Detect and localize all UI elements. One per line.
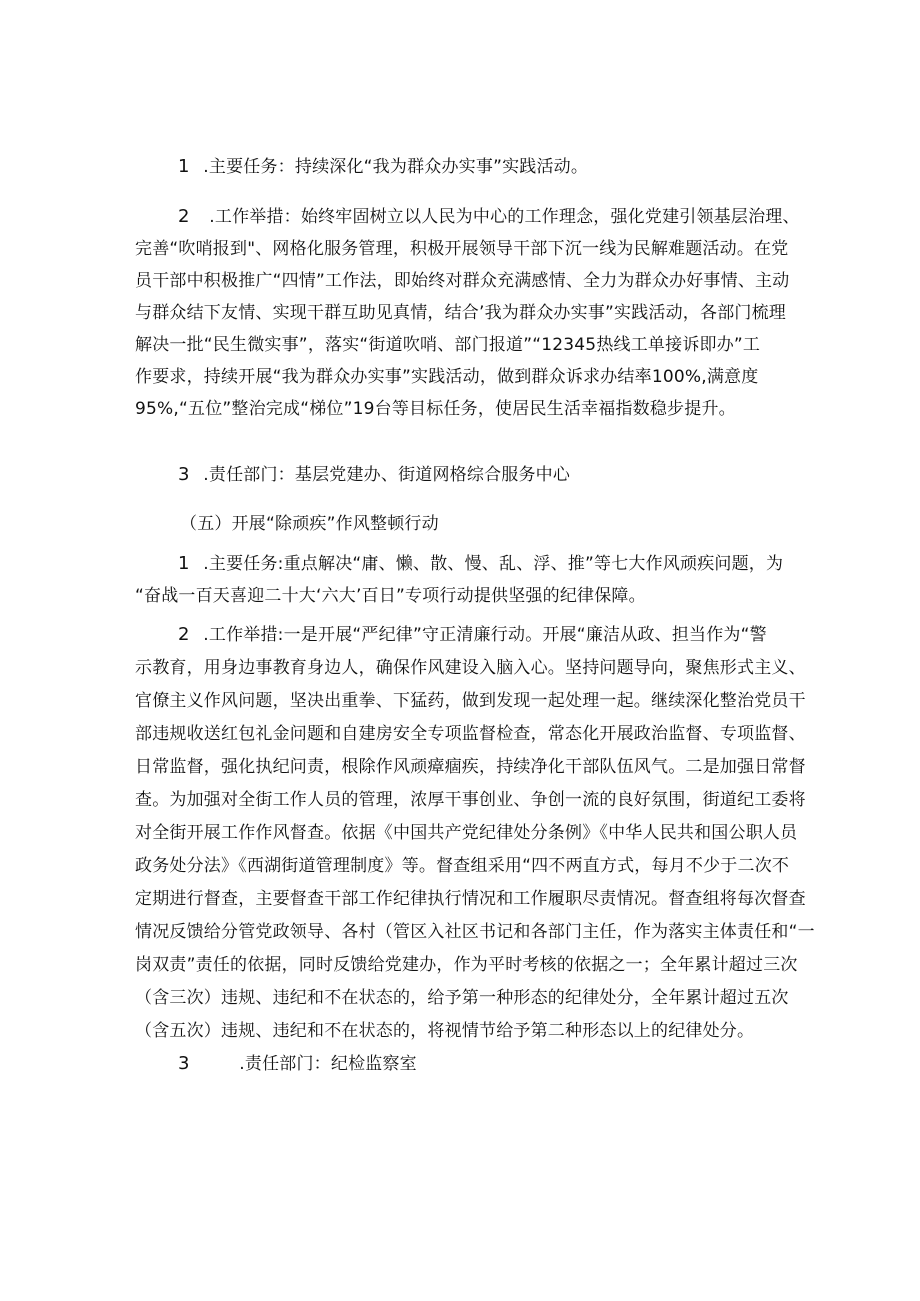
s2-measures-line-5: 查。为加强对全街工作人员的管理，浓厚干事创业、争创一流的良好氛围，街道纪工委将	[135, 790, 806, 810]
s2-measures-number: 2	[178, 624, 190, 645]
s1-measures-number: 2	[178, 206, 190, 227]
s2-measures-line-7: 政务处分法》《西湖街道管理制度》等。督查组采用“四不两直方式，每月不少于二次不	[135, 856, 790, 876]
s1-measures-line-5: 作要求，持续开展“我为群众办实事”实践活动，做到群众诉求办结率100%,满意度	[135, 367, 759, 387]
s1-dept-number: 3	[178, 464, 190, 485]
s1-measures-line-2: 员干部中积极推广“四情”工作法，即始终对群众充满感情、全力为群众办好事情、主动	[135, 271, 790, 291]
s2-dept-number: 3	[178, 1053, 190, 1074]
s1-task-text: .主要任务：持续深化“我为群众办实事”实践活动。	[203, 157, 589, 177]
s1-dept-text: .责任部门：基层党建办、街道网格综合服务中心	[203, 465, 571, 485]
s1-task-number: 1	[178, 156, 190, 177]
s2-dept-text: .责任部门：纪检监察室	[239, 1054, 417, 1074]
s1-measures-line-1: 完善“吹哨报到"、网格化服务管理，积极开展领导干部下沉一线为民解难题活动。在党	[135, 239, 789, 259]
s2-heading: （五）开展“除顽疾”作风整顿行动	[180, 514, 439, 534]
s2-task-line-0	[178, 552, 783, 576]
s2-measures-line-1: 示教育，用身边事教育身边人，确保作风建设入脑入心。坚持问题导向，聚焦形式主义、	[135, 658, 806, 678]
s2-measures-line-10: 岗双责”责任的依据，同时反馈给党建办，作为平时考核的依据之一；全年累计超过三次	[135, 955, 798, 975]
s2-measures-line-4: 日常监督，强化执纪问责，根除作风顽瘴痼疾，持续净化干部队伍风气。二是加强日常督	[135, 757, 806, 777]
s1-measures-line-6: 95%,“五位”整治完成“梯位”19台等目标任务，使居民生活幸福指数稳步提升。	[135, 399, 736, 419]
s1-task	[178, 155, 588, 179]
s2-task-number: 1	[178, 553, 190, 574]
s1-measures-text-0: .工作举措：始终牢固树立以人民为中心的工作理念，强化党建引领基层治理、	[209, 207, 800, 227]
s2-measures-line-0	[178, 623, 767, 647]
s2-measures-text-0: .工作举措:一是开展“严纪律”守正清廉行动。开展“廉洁从政、担当作为“警	[203, 625, 767, 645]
s2-measures-line-9: 情况反馈给分管党政领导、各村（管区入社区书记和各部门主任，作为落实主体责任和“一	[135, 922, 815, 942]
s2-measures-line-8: 定期进行督查，主要督查干部工作纪律执行情况和工作履职尽责情况。督查组将每次督查	[135, 889, 806, 909]
s2-measures-line-6: 对全街开展工作作风督查。依据《中国共产党纪律处分条例》《中华人民共和国公职人员	[135, 823, 798, 843]
s2-task-text-0: .主要任务:重点解决“庸、懒、散、慢、乱、浮、推”等七大作风顽疾问题，为	[203, 554, 784, 574]
s2-measures-line-2: 官僚主义作风问题，坚决出重拳、下猛药，做到发现一起处理一起。继续深化整治党员干	[135, 691, 806, 711]
s1-measures-line-3: 与群众结下友情、实现干群互助见真情，结合’我为群众办实事”实践活动，各部门梳理	[135, 303, 787, 323]
s2-dept	[178, 1052, 417, 1076]
s1-measures-line-0	[178, 205, 800, 229]
s2-measures-line-3: 部违规收送红包礼金问题和自建房安全专项监督检查，常态化开展政治监督、专项监督、	[135, 724, 806, 744]
s1-measures-line-4: 解决一批“民生微实事”，落实“街道吹哨、部门报道”“12345热线工单接诉即办”工	[135, 335, 761, 355]
s2-measures-line-12: （含五次）违规、违纪和不在状态的，将视情节给予第二种形态以上的纪律处分。	[135, 1021, 755, 1041]
s2-task-line-1: “奋战一百天喜迎二十大‘六大’百日”专项行动提供坚强的纪律保障。	[135, 586, 646, 606]
s2-measures-line-11: （含三次）违规、违纪和不在状态的，给予第一种形态的纪律处分，全年累计超过五次	[135, 988, 789, 1008]
s1-dept	[178, 463, 570, 487]
